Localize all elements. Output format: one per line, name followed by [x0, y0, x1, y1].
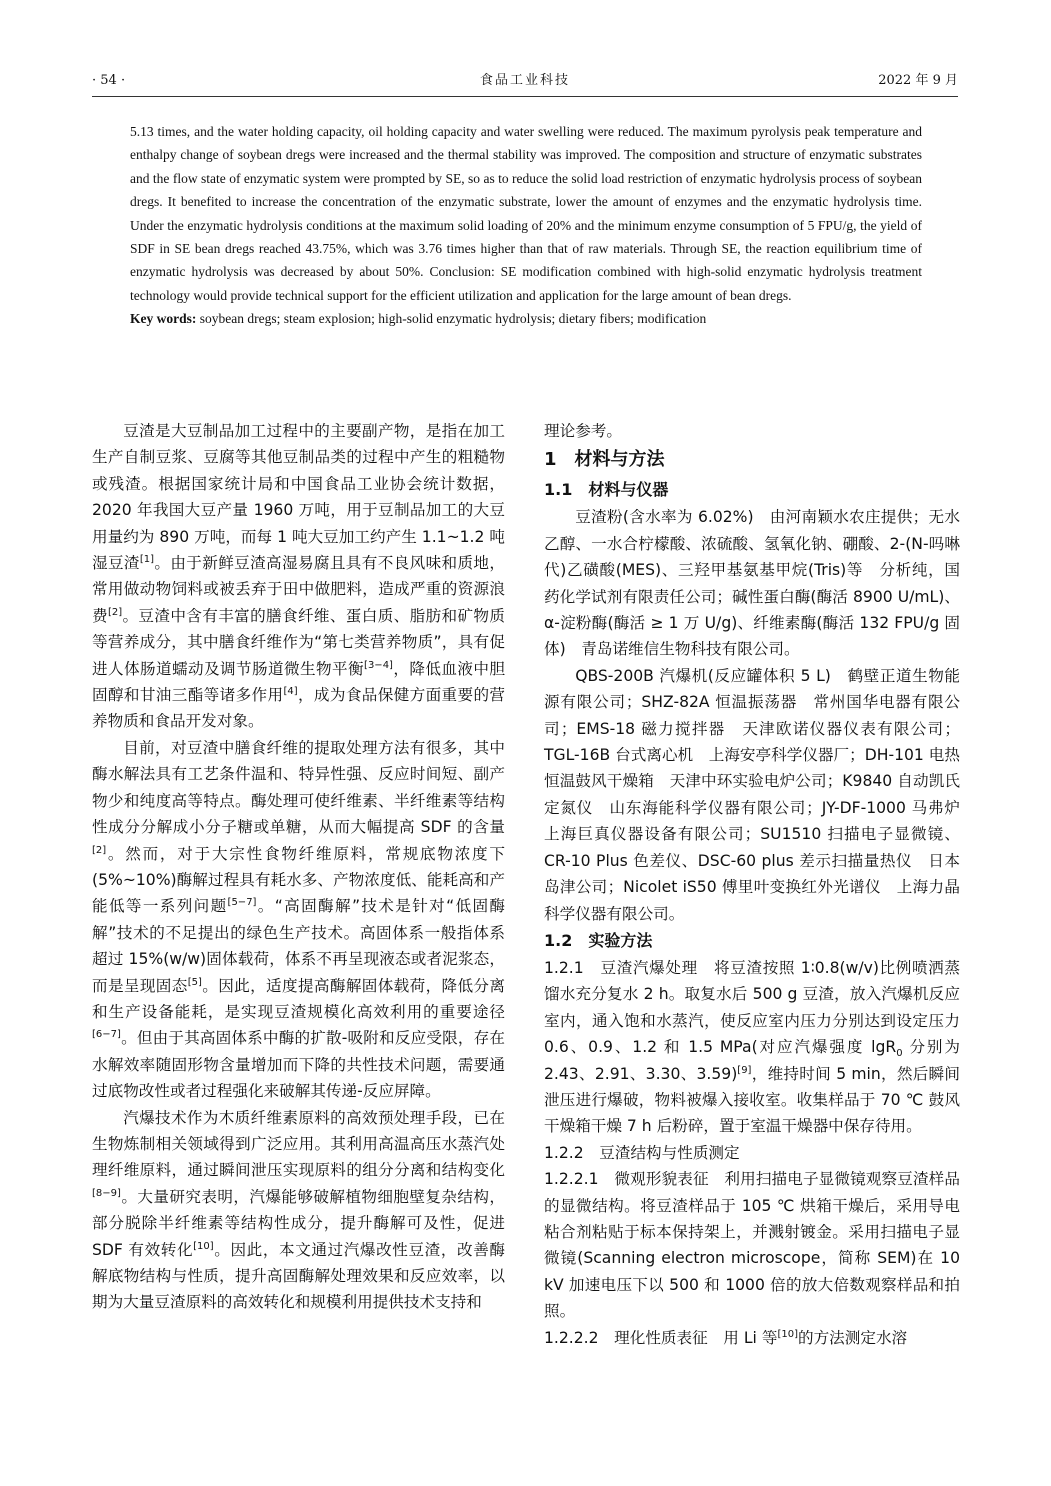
citation: [4] — [283, 685, 298, 697]
method-1-2-2-1: 1.2.2.1 微观形貌表征 利用扫描电子显微镜观察豆渣样品的显微结构。将豆渣样品于 105 ℃ 烘箱干燥后，采用导电粘合剂粘贴于标本保持架上，并溅射镀金。采用扫描电子显微镜(Scanning electron microscope，简称 SEM)在 10 kV 加速电压下以 500 和 1000 倍的放大倍数观察样品和拍照。 — [544, 1170, 960, 1321]
text-run: 汽爆技术作为木质纤维素原料的高效预处理手段，已在生物炼制相关领域得到广泛应用。其利用高温高压水蒸汽处理纤维原料，通过瞬间泄压实现原料的组分分离和结构变化 — [92, 1108, 505, 1180]
intro-paragraph-3 — [92, 1105, 505, 1316]
citation: [1] — [139, 553, 155, 565]
subscript: 0 — [896, 1048, 903, 1060]
text-run: 。“高固酶解”技术是针对“低固酶解”技术的不足提出的绿色生产技术。高固体系一般指体系超过 15%(w/w)固体载荷，体系不再呈现液态或者泥浆态，而是呈现固态 — [92, 897, 505, 995]
text-run: 。但由于其高固体系中酶的扩散-吸附和反应受限，存在水解效率随固形物含量增加而下降的共性技术问题，需要通过底物改性或者过程强化来破解其传递-反应屏障。 — [92, 1029, 505, 1101]
citation: [5] — [187, 976, 202, 988]
method-1-2-1 — [544, 955, 960, 1140]
english-abstract — [130, 120, 922, 331]
text-run: 。大量研究表明，汽爆能够破解植物细胞壁复杂结构，部分脱除半纤维素等结构性成分，提升酶解可及性，促进 SDF 有效转化 — [92, 1187, 505, 1259]
text-run: 。因此，本文通过汽爆改性豆渣，改善酶解底物结构与性质，提升高固酶解处理效果和反应效率，以期为大量豆渣原料的高效转化和规模利用提供技术支持和 — [92, 1240, 505, 1312]
text-run: 1.2.2.2 理化性质表征 用 Li 等 — [544, 1328, 778, 1347]
text-run: ，维持时间 5 min，然后瞬间泄压进行爆破，物料被爆入接收室。收集样品于 70 ℃ 鼓风干燥箱干燥 7 h 后粉碎，置于室温干燥器中保存待用。 — [544, 1064, 960, 1136]
intro-paragraph-1 — [92, 418, 505, 735]
keywords-text: soybean dregs; steam explosion; high-solid enzymatic hydrolysis; dietary fibers; modification — [199, 311, 707, 327]
section-heading-1: 1 材料与方法 — [544, 449, 665, 471]
text-run: 豆渣是大豆制品加工过程中的主要副产物，是指在加工生产自制豆浆、豆腐等其他豆制品类的过程中产生的粗糙物或残渣。根据国家统计局和中国食品工业协会统计数据，2020 年我国大豆产量 1960 万吨，用于豆制品加工的大豆用量约为 890 万吨，而每 1 吨大豆加工约产生 1.1~1.2 吨湿豆渣 — [92, 422, 505, 573]
keywords-label: Key words: — [130, 311, 197, 327]
text-run: 。然而，对于大宗性食物纤维原料，常规底物浓度下(5%~10%)酶解过程具有耗水多、产物浓度低、能耗高和产能低等一系列问题 — [92, 844, 505, 916]
right-column — [544, 418, 976, 1351]
text-run: 。由于新鲜豆渣高湿易腐且具有不良风味和质地，常用做动物饲料或被丢弃于田中做肥料，造成严重的资源浪费 — [92, 554, 505, 625]
citation: [8−9] — [92, 1187, 121, 1199]
text-run: ，降低血液中胆固醇和甘油三酯等诸多作用 — [92, 659, 505, 705]
continued-text: 理论参考。 — [544, 422, 622, 440]
text-run: 。豆渣中含有丰富的膳食纤维、蛋白质、脂肪和矿物质等营养成分，其中膳食纤维作为“第七类营养物质”，具有促进人体肠道蠕动及调节肠道微生物平衡 — [92, 606, 505, 678]
citation: [5−7] — [227, 897, 257, 909]
instruments-paragraph: QBS-200B 汽爆机(反应罐体积 5 L) 鹤壁正道生物能源有限公司；SHZ-82A 恒温振荡器 常州国华电器有限公司；EMS-18 磁力搅拌器 天津欧诺仪器仪表有限公司；TGL-16B 台式离心机 上海安亭科学仪器厂；DH-101 电热恒温鼓风干燥箱 天津中环实验电炉公司；K9840 自动凯氏定氮仪 山东海能科学仪器有限公司；JY-DF-1000 马弗炉 上海巨真仪器设备有限公司；SU1510 扫描电子显微镜、CR-10 Plus 色差仪、DSC-60 plus 差示扫描量热仪 日本岛津公司；Nicolet iS50 傅里叶变换红外光谱仪 上海力晶科学仪器有限公司。 — [544, 666, 976, 923]
section-heading-1-2: 1.2 实验方法 — [544, 930, 653, 950]
citation: [9] — [737, 1064, 752, 1076]
citation: [3−4] — [364, 659, 393, 671]
journal-name: 食品工业科技 — [479, 73, 570, 88]
keywords-line — [130, 307, 922, 330]
citation: [10] — [193, 1240, 214, 1252]
left-column — [92, 418, 505, 1316]
intro-paragraph-2 — [92, 735, 505, 1105]
text-run: 目前，对豆渣中膳食纤维的提取处理方法有很多，其中酶水解法具有工艺条件温和、特异性强、反应时间短、副产物少和纯度高等特点。酶处理可使纤维素、半纤维素等结构性成分分解成小分子糖或单糖，从而大幅提高 SDF 的含量 — [92, 738, 505, 837]
citation: [10] — [777, 1328, 798, 1340]
section-heading-1-1: 1.1 材料与仪器 — [544, 480, 669, 500]
issue-date: 2022 年 9 月 — [878, 73, 958, 88]
section-heading-1-2-2: 1.2.2 豆渣结构与性质测定 — [544, 1143, 740, 1162]
page-number: · 54 · — [92, 73, 126, 88]
materials-paragraph: 豆渣粉(含水率为 6.02%) 由河南颖水农庄提供；无水乙醇、一水合柠檬酸、浓硫酸、氢氧化钠、硼酸、2-(N-吗啉代)乙磺酸(MES)、三羟甲基氨基甲烷(Tris)等 分析纯，国药化学试剂有限责任公司；碱性蛋白酶(酶活 8900 U/mL)、α-淀粉酶(酶活 ≥ 1 万 U/g)、纤维素酶(酶活 132 FPU/g 固体) 青岛诺维信生物科技有限公司。 — [544, 508, 960, 659]
citation: [2] — [92, 844, 107, 856]
text-run: ，成为食品保健方面重要的营养物质和食品开发对象。 — [92, 686, 505, 731]
text-run: 分别为 2.43、2.91、3.30、3.59) — [544, 1038, 960, 1083]
abstract-text: 5.13 times, and the water holding capacity, oil holding capacity and water swelling were reduced. The maximum pyrolysis peak temperature and enthalpy change of soybean dregs were increased and the thermal stability was improved. The composition and structure of enzymatic substrates and the flow state of enzymatic system were prompted by SE, so as to reduce the solid load restriction of enzymatic hydrolysis process of soybean dregs. It benefited to increase the concentration of the enzymatic substrate, lower the amount of enzymes and the enzymatic hydrolysis time. Under the enzymatic hydrolysis conditions at the maximum solid loading of 20% and the minimum enzyme consumption of 5 FPU/g, the yield of SDF in SE bean dregs reached 43.75%, which was 3.76 times higher than that of raw materials. Through SE, the reaction equilibrium time of enzymatic hydrolysis was decreased by about 50%. Conclusion: SE modification combined with high-solid enzymatic hydrolysis treatment technology would provide technical support for the efficient utilization and application for the large amount of bean dregs. — [130, 124, 922, 303]
method-1-2-2-2 — [544, 1325, 960, 1351]
citation: [2] — [107, 606, 123, 618]
text-run: 1.2.1 豆渣汽爆处理 将豆渣按照 1∶0.8(w/v)比例喷洒蒸馏水充分复水 2 h。取复水后 500 g 豆渣，放入汽爆机反应室内，通入饱和水蒸汽，使反应室内压力分别达到设定压力 0.6、0.9、1.2 和 1.5 MPa(对应汽爆强度 lgR — [544, 958, 960, 1057]
text-run: 的方法测定水溶 — [797, 1328, 908, 1347]
citation: [6−7] — [92, 1029, 121, 1041]
page-header — [92, 66, 958, 97]
text-run: 。因此，适度提高酶解固体载荷，降低分离和生产设备能耗，是实现豆渣规模化高效利用的重要途径 — [92, 976, 505, 1021]
